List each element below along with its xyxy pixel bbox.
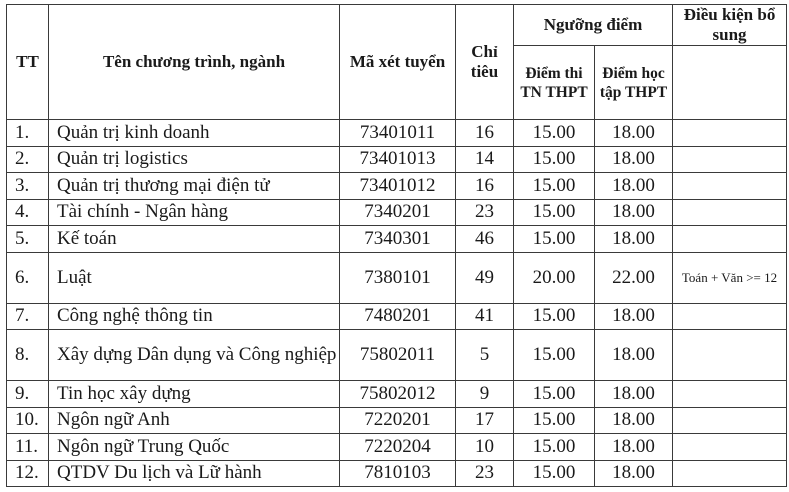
program-name: Tin học xây dựng <box>49 381 340 408</box>
additional-condition <box>673 226 787 253</box>
exam-score-threshold: 15.00 <box>514 146 595 173</box>
quota: 9 <box>456 381 514 408</box>
admission-code: 7810103 <box>340 460 456 487</box>
transcript-score-threshold: 18.00 <box>595 226 673 253</box>
quota: 49 <box>456 252 514 303</box>
quota: 23 <box>456 199 514 226</box>
exam-score-threshold: 15.00 <box>514 226 595 253</box>
row-number: 2. <box>7 146 49 173</box>
transcript-score-threshold: 22.00 <box>595 252 673 303</box>
transcript-score-threshold: 18.00 <box>595 199 673 226</box>
header-tt: TT <box>7 5 49 120</box>
additional-condition <box>673 120 787 147</box>
admission-code: 7340201 <box>340 199 456 226</box>
table-row <box>7 407 787 434</box>
admission-code: 7380101 <box>340 252 456 303</box>
additional-condition <box>673 434 787 461</box>
table-row <box>7 120 787 147</box>
header-additional-condition: Điều kiện bổ sung <box>673 5 787 46</box>
header-admission-code: Mã xét tuyển <box>340 5 456 120</box>
additional-condition <box>673 381 787 408</box>
transcript-score-threshold: 18.00 <box>595 146 673 173</box>
admission-code: 75802012 <box>340 381 456 408</box>
transcript-score-threshold: 18.00 <box>595 407 673 434</box>
quota: 10 <box>456 434 514 461</box>
quota: 23 <box>456 460 514 487</box>
exam-score-threshold: 15.00 <box>514 381 595 408</box>
transcript-score-threshold: 18.00 <box>595 303 673 330</box>
additional-condition: Toán + Văn >= 12 <box>673 252 787 303</box>
admission-code: 7480201 <box>340 303 456 330</box>
header-transcript-score: Điểm học tập THPT <box>595 46 673 120</box>
exam-score-threshold: 15.00 <box>514 434 595 461</box>
row-number: 6. <box>7 252 49 303</box>
row-number: 8. <box>7 330 49 381</box>
program-name: Ngôn ngữ Anh <box>49 407 340 434</box>
additional-condition <box>673 173 787 200</box>
admission-code: 7220204 <box>340 434 456 461</box>
admission-code: 7220201 <box>340 407 456 434</box>
admission-code: 73401013 <box>340 146 456 173</box>
additional-condition <box>673 146 787 173</box>
admission-code: 73401012 <box>340 173 456 200</box>
table-row <box>7 226 787 253</box>
quota: 46 <box>456 226 514 253</box>
exam-score-threshold: 15.00 <box>514 330 595 381</box>
program-name: Tài chính - Ngân hàng <box>49 199 340 226</box>
quota: 16 <box>456 120 514 147</box>
row-number: 11. <box>7 434 49 461</box>
program-name: Luật <box>49 252 340 303</box>
header-condition-empty <box>673 46 787 120</box>
exam-score-threshold: 20.00 <box>514 252 595 303</box>
row-number: 5. <box>7 226 49 253</box>
table-row <box>7 199 787 226</box>
row-number: 10. <box>7 407 49 434</box>
quota: 14 <box>456 146 514 173</box>
header-exam-score: Điểm thi TN THPT <box>514 46 595 120</box>
additional-condition <box>673 303 787 330</box>
additional-condition <box>673 460 787 487</box>
program-name: Ngôn ngữ Trung Quốc <box>49 434 340 461</box>
row-number: 3. <box>7 173 49 200</box>
exam-score-threshold: 15.00 <box>514 303 595 330</box>
table-row <box>7 434 787 461</box>
additional-condition <box>673 330 787 381</box>
program-name: Quản trị logistics <box>49 146 340 173</box>
exam-score-threshold: 15.00 <box>514 199 595 226</box>
quota: 17 <box>456 407 514 434</box>
program-name: QTDV Du lịch và Lữ hành <box>49 460 340 487</box>
program-name: Quản trị kinh doanh <box>49 120 340 147</box>
row-number: 7. <box>7 303 49 330</box>
quota: 16 <box>456 173 514 200</box>
header-threshold: Ngưỡng điểm <box>514 5 673 46</box>
exam-score-threshold: 15.00 <box>514 120 595 147</box>
transcript-score-threshold: 18.00 <box>595 330 673 381</box>
transcript-score-threshold: 18.00 <box>595 434 673 461</box>
row-number: 1. <box>7 120 49 147</box>
table-row <box>7 173 787 200</box>
additional-condition <box>673 199 787 226</box>
transcript-score-threshold: 18.00 <box>595 460 673 487</box>
table-row <box>7 146 787 173</box>
admission-code: 75802011 <box>340 330 456 381</box>
transcript-score-threshold: 18.00 <box>595 173 673 200</box>
admission-code: 73401011 <box>340 120 456 147</box>
row-number: 12. <box>7 460 49 487</box>
exam-score-threshold: 15.00 <box>514 173 595 200</box>
header-program-name: Tên chương trình, ngành <box>49 5 340 120</box>
table-row <box>7 330 787 381</box>
admission-code: 7340301 <box>340 226 456 253</box>
program-name: Quản trị thương mại điện tử <box>49 173 340 200</box>
program-name: Công nghệ thông tin <box>49 303 340 330</box>
table-row <box>7 252 787 303</box>
admission-table <box>6 4 787 487</box>
transcript-score-threshold: 18.00 <box>595 120 673 147</box>
quota: 41 <box>456 303 514 330</box>
program-name: Xây dựng Dân dụng và Công nghiệp <box>49 330 340 381</box>
quota: 5 <box>456 330 514 381</box>
program-name: Kế toán <box>49 226 340 253</box>
table-row <box>7 303 787 330</box>
exam-score-threshold: 15.00 <box>514 407 595 434</box>
row-number: 9. <box>7 381 49 408</box>
table-row <box>7 381 787 408</box>
transcript-score-threshold: 18.00 <box>595 381 673 408</box>
table-row <box>7 460 787 487</box>
exam-score-threshold: 15.00 <box>514 460 595 487</box>
header-quota: Chỉ tiêu <box>456 5 514 120</box>
row-number: 4. <box>7 199 49 226</box>
additional-condition <box>673 407 787 434</box>
